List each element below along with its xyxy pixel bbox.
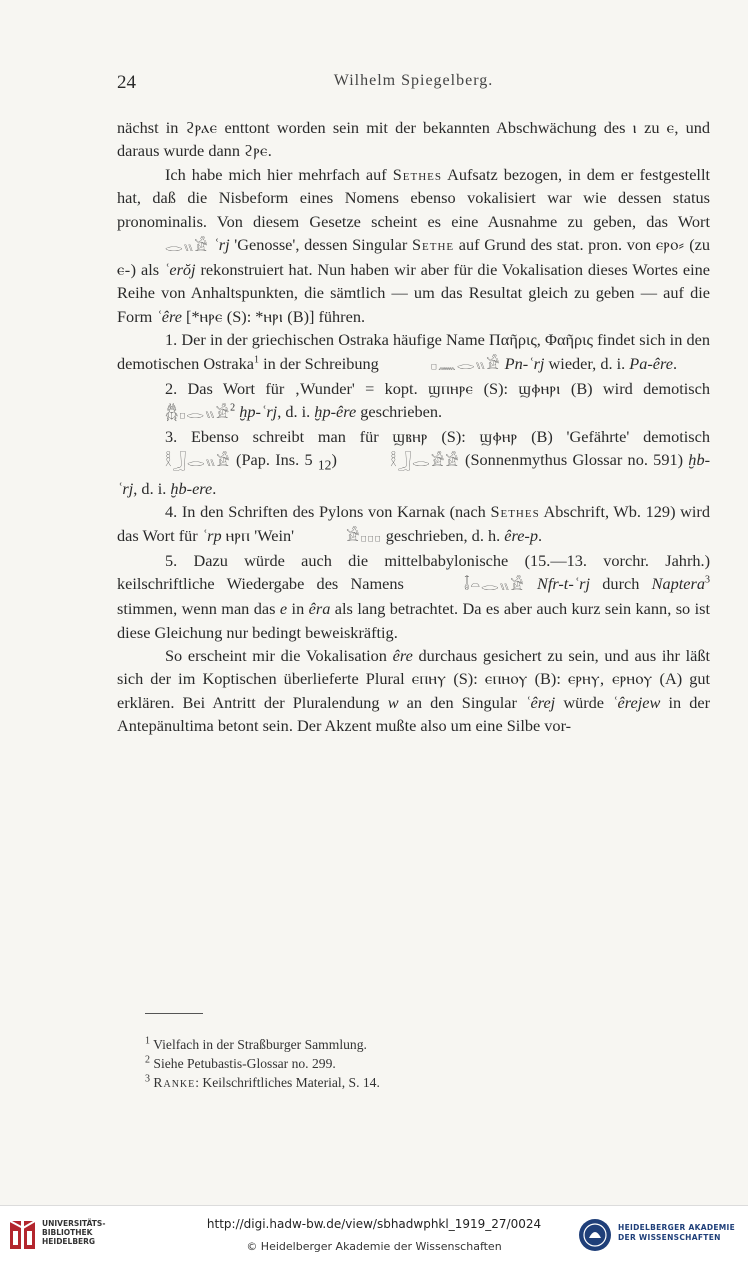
hieroglyph-group: 𓄤𓏏𓂋𓏭𓀀 (464, 575, 525, 594)
footnotes (145, 1035, 705, 1092)
paragraph-2: Ich habe mich hier mehrfach auf Sethes Aufsatz bezogen, in dem er festgestellt hat, daß die Nisbeform eines Nomens ebenso vokalisiert war wie dessen status pronominalis. Von diesem Gesetze scheint es eine Ausnahme zu geben, das Wort 𓂋𓏭𓀀 ʿrj 'Genosse', dessen Singular Sethe auf Grund des stat. pron. von ⲉⲣⲟ⸗ (zu ⲉ-) als ʿerŏj rekonstruiert hat. Nun haben wir aber für die Vokalisation dieses Wortes eine Reihe von Anhaltspunkten, die sämtlich — um das Resultat gleich zu geben — auf die Form ʿêre [*ⲏⲣⲉ (S): *ⲏⲣⲓ (B)] führen. (117, 164, 710, 326)
hieroglyph-group: 𓆣𓊪𓂋𓏭𓀀 (165, 403, 231, 422)
footnote-ref-3[interactable]: 3 (705, 574, 710, 586)
permalink-url[interactable]: http://digi.hadw-bw.de/view/sbhadwphkl_1919_27/0024 (206, 1217, 542, 1231)
footnote-1: $^1$ Vielfach in der Straßburger Sammlung. (145, 1035, 367, 1052)
paragraph-5: 3. Ebenso schreibt man für ϣⲃⲏⲣ (S): ϣⲫⲏⲣ (B) 'Gefährte' demotisch 𓎛𓃀𓂋𓏭𓀀 (Pap. Ins. 5 $_{12}$) 𓎛𓃀𓂋𓀀𓀀 (Sonnenmythus Glossar no. 591) ḫb-ʿrj, d. i. ḫb-ere. (117, 426, 710, 499)
academy-name[interactable]: HEIDELBERGER AKADEMIE DER WISSENSCHAFTEN (618, 1223, 736, 1242)
greek-name: Παῆρις, Φαῆρις (489, 330, 593, 350)
university-library-name[interactable]: UNIVERSITÄTS- BIBLIOTHEK HEIDELBERG (42, 1219, 106, 1246)
footnote-3: $^3$ Ranke: Keilschriftliches Material, S. 14. (145, 1073, 380, 1090)
copyright-notice: © Heidelberger Akademie der Wissenschaften (246, 1240, 502, 1253)
paragraph-6: 4. In den Schriften des Pylons von Karnak (nach Sethes Abschrift, Wb. 129) wird das Wort für ʿrp ⲏⲣⲡ 'Wein' 𓀀𓊪𓊪𓊪 geschrieben, d. h. êre-p. (117, 500, 710, 548)
paragraph-8: So erscheint mir die Vokalisation êre durchaus gesichert zu sein, und aus ihr läßt sich der im Koptischen überlieferte Plural ⲉⲡⲏⲩ (S): ⲉⲡⲏⲟⲩ (B): ⲉⲣⲏⲩ, ⲉⲣⲏⲟⲩ (A) gut erklären. Bei Antritt der Pluralendung w an den Singular ʿêrej würde ʿêrejew in der Antepänultima betont sein. Der Akzent mußte also um eine Silbe vor- (117, 646, 711, 736)
footnote-2: $^2$ Siehe Petubastis-Glossar no. 299. (145, 1054, 336, 1071)
body-text (117, 116, 710, 738)
paragraph-3: 1. Der in der griechischen Ostraka häufige Name Παῆρις, Φαῆρις findet sich in den demotischen Ostraka$^1$ in der Schreibung 𓊪𓈖𓂋𓏭𓀀 Pn-ʿrj wieder, d. i. Pa-êre. (117, 328, 710, 376)
footnote-ref-2[interactable]: 2 (230, 402, 236, 414)
academy-seal-icon[interactable] (578, 1218, 612, 1252)
page-header (117, 72, 710, 96)
viewer-footer (0, 1205, 748, 1266)
paragraph-1: nächst in ϩⲣⲁⲉ enttont worden sein mit der bekannten Abschwächung des ⲓ zu ⲉ, und daraus wurde dann ϩⲣⲉ. (117, 118, 710, 161)
hieroglyph-group: 𓎛𓃀𓂋𓏭𓀀 (165, 451, 231, 470)
hieroglyph-group: 𓊪𓈖𓂋𓏭𓀀 (430, 355, 501, 374)
page-number: 24 (117, 72, 136, 93)
hieroglyph-group: 𓀀𓊪𓊪𓊪 (346, 527, 382, 546)
author-name: Sethes (392, 164, 442, 184)
running-title: Wilhelm Spiegelberg. (333, 72, 494, 89)
hieroglyph-group: 𓂋𓏭𓀀 (165, 236, 209, 255)
coptic-word: ϩⲣⲁⲉ (185, 118, 218, 137)
paragraph-7: 5. Dazu würde auch die mittelbabylonische (15.—13. vorchr. Jahrh.) keilschriftliche Wiedergabe des Namens 𓄤𓏏𓂋𓏭𓀀 Nfr-t-ʿrj durch Naptera$^3$ stimmen, wenn man das e in êra als lang betrachtet. Da es aber auch kurz sein kann, so ist diese Gleichung nur bedingt beweiskräftig. (117, 550, 710, 642)
hieroglyph-group: 𓎛𓃀𓂋𓀀𓀀 (390, 451, 460, 470)
footnote-ref-1[interactable]: 1 (254, 354, 259, 366)
footnote-divider (145, 1013, 203, 1014)
paragraph-4: 2. Das Wort für ‚Wunder' = kopt. ϣⲡⲏⲣⲉ (S): ϣⲫⲏⲣⲓ (B) wird demotisch 𓆣𓊪𓂋𓏭𓀀$^2$ ḫp-ʿrj, d. i. ḫp-êre geschrieben. (117, 377, 710, 425)
